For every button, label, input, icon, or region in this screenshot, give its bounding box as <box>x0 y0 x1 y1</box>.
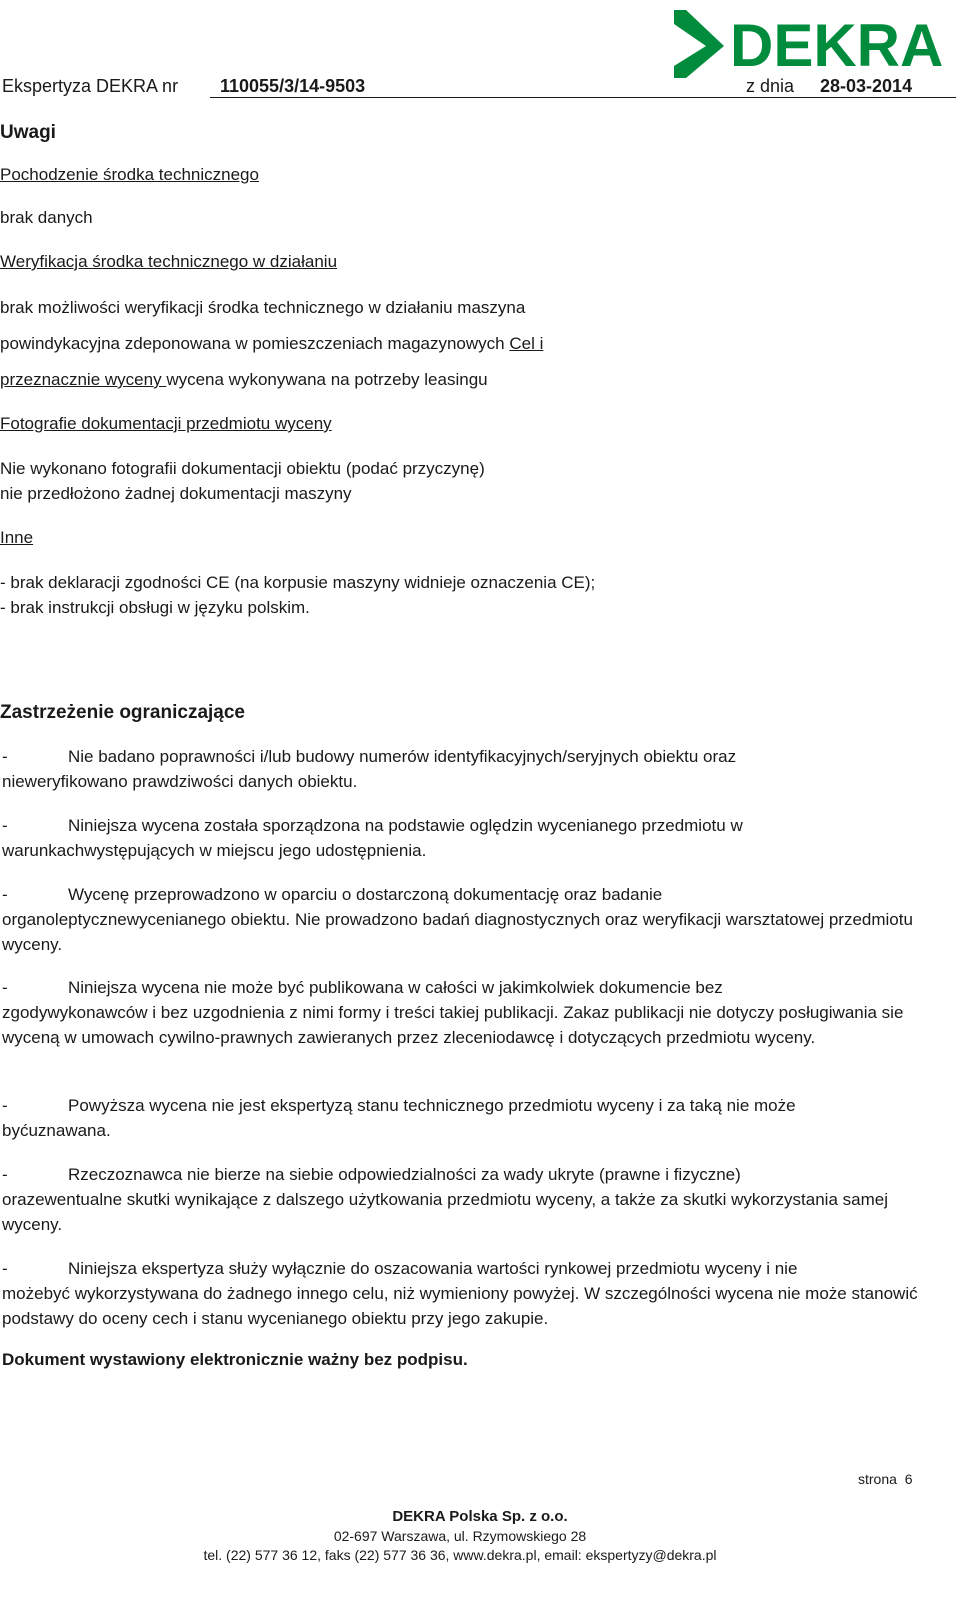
photos-line-1: Nie wykonano fotografii dokumentacji obiektu (podać przyczynę) <box>0 459 485 478</box>
page-number <box>858 1471 913 1487</box>
dekra-logo-text: DEKRA <box>730 12 944 79</box>
restriction-item <box>2 1162 942 1237</box>
item-dash: - <box>2 885 8 904</box>
verification-line-1: brak możliwości weryfikacji środka technicznego w działaniu maszyna <box>0 298 526 317</box>
restriction-item <box>2 744 942 794</box>
restriction-item-first: Rzeczoznawca nie bierze na siebie odpowiedzialności za wady ukryte (prawne i fizyczne) <box>68 1165 741 1184</box>
restriction-item-first: Wycenę przeprowadzono w oparciu o dostarczoną dokumentację oraz badanie <box>68 885 663 904</box>
footer-address: 02-697 Warszawa, ul. Rzymowskiego 28 <box>333 1528 587 1544</box>
restriction-item <box>2 882 942 957</box>
restriction-item <box>2 1256 942 1331</box>
restriction-item-rest: zgodywykonawców i bez uzgodnienia z nimi formy i treści takiej publikacji. Zakaz publikacji nie dotyczy posługiwania sie wyceną w umowach cywilno-prawnych zawieranych przez zleceniodawcę i dotyczących przedmiotu wyceny. <box>2 1003 904 1047</box>
other-line-2: - brak instrukcji obsługi w języku polskim. <box>0 598 310 617</box>
expertise-date: 28-03-2014 <box>820 76 913 96</box>
restriction-item-rest: organoleptycznewycenianego obiektu. Nie prowadzono badań diagnostycznych oraz weryfikacji warsztatowej przedmiotu wyceny. <box>2 910 913 954</box>
restriction-item <box>2 1093 942 1143</box>
restriction-item-rest: warunkachwystępujących w miejscu jego udostępnienia. <box>2 841 427 860</box>
item-dash: - <box>2 747 8 766</box>
restriction-item-rest: byćuznawana. <box>2 1121 111 1140</box>
dekra-logo <box>666 6 956 82</box>
page-number-value: 6 <box>904 1471 913 1487</box>
other-line-1: - brak deklaracji zgodności CE (na korpusie maszyny widnieje oznaczenia CE); <box>0 573 596 592</box>
verification-line-2 <box>0 334 543 354</box>
verification-line-2-text: powindykacyjna zdeponowana w pomieszczeniach magazynowych <box>0 334 510 353</box>
section-title-restrictions: Zastrzeżenie ograniczające <box>0 702 245 723</box>
restriction-item-first: Nie badano poprawności i/lub budowy numerów identyfikacyjnych/seryjnych obiektu oraz <box>68 747 737 766</box>
restriction-item-first: Niniejsza wycena została sporządzona na podstawie oględzin wycenianego przedmiotu w <box>68 816 743 835</box>
origin-heading: Pochodzenie środka technicznego <box>0 165 259 184</box>
verification-heading: Weryfikacja środka technicznego w działaniu <box>0 252 338 271</box>
footer-company: DEKRA Polska Sp. z o.o. <box>392 1508 568 1525</box>
dekra-chevron-mark <box>674 10 724 78</box>
restriction-item-first: Niniejsza ekspertyza służy wyłącznie do oszacowania wartości rynkowej przedmiotu wyceny i nie <box>68 1259 798 1278</box>
date-label: z dnia <box>746 76 795 96</box>
restriction-item <box>2 813 942 863</box>
section-title-uwagi: Uwagi <box>0 122 56 143</box>
purpose-line <box>0 370 488 390</box>
restriction-item-rest: orazewentualne skutki wynikające z dalszego użytkowania przedmiotu wyceny, a także za skutki wykorzystania samej wyceny. <box>2 1190 888 1234</box>
purpose-value: wycena wykonywana na potrzeby leasingu <box>166 370 488 389</box>
restriction-item-first: Niniejsza wycena nie może być publikowana w całości w jakimkolwiek dokumencie bez <box>68 978 723 997</box>
photos-heading: Fotografie dokumentacji przedmiotu wyceny <box>0 414 332 433</box>
item-dash: - <box>2 816 8 835</box>
item-dash: - <box>2 1165 8 1184</box>
item-dash: - <box>2 1259 8 1278</box>
restriction-item <box>2 975 942 1050</box>
restriction-item-rest: nieweryfikowano prawdziwości danych obiektu. <box>2 772 358 791</box>
restriction-item-first: Powyższa wycena nie jest ekspertyzą stanu technicznego przedmiotu wyceny i za taką nie może <box>68 1096 796 1115</box>
item-dash: - <box>2 978 8 997</box>
closing-note: Dokument wystawiony elektronicznie ważny bez podpisu. <box>2 1350 468 1369</box>
header-label: Ekspertyza DEKRA nr <box>2 76 179 96</box>
restriction-item-rest: możebyć wykorzystywana do żadnego innego celu, niż wymieniony powyżej. W szczególności wycena nie może stanowić podstawy do oceny cech i stanu wycenianego obiektu przy jego zakupie. <box>2 1284 918 1328</box>
photos-line-2: nie przedłożono żadnej dokumentacji maszyny <box>0 484 352 503</box>
other-heading: Inne <box>0 528 34 547</box>
purpose-heading-end: przeznacznie wyceny <box>0 370 167 389</box>
footer-contact: tel. (22) 577 36 12, faks (22) 577 36 36, www.dekra.pl, email: ekspertyzy@dekra.pl <box>203 1547 717 1563</box>
origin-value: brak danych <box>0 208 93 227</box>
expertise-number: 110055/3/14-9503 <box>220 76 366 96</box>
header-underline <box>210 97 956 98</box>
page-label: strona <box>858 1471 897 1487</box>
item-dash: - <box>2 1096 8 1115</box>
purpose-heading-start: Cel i <box>509 334 544 353</box>
